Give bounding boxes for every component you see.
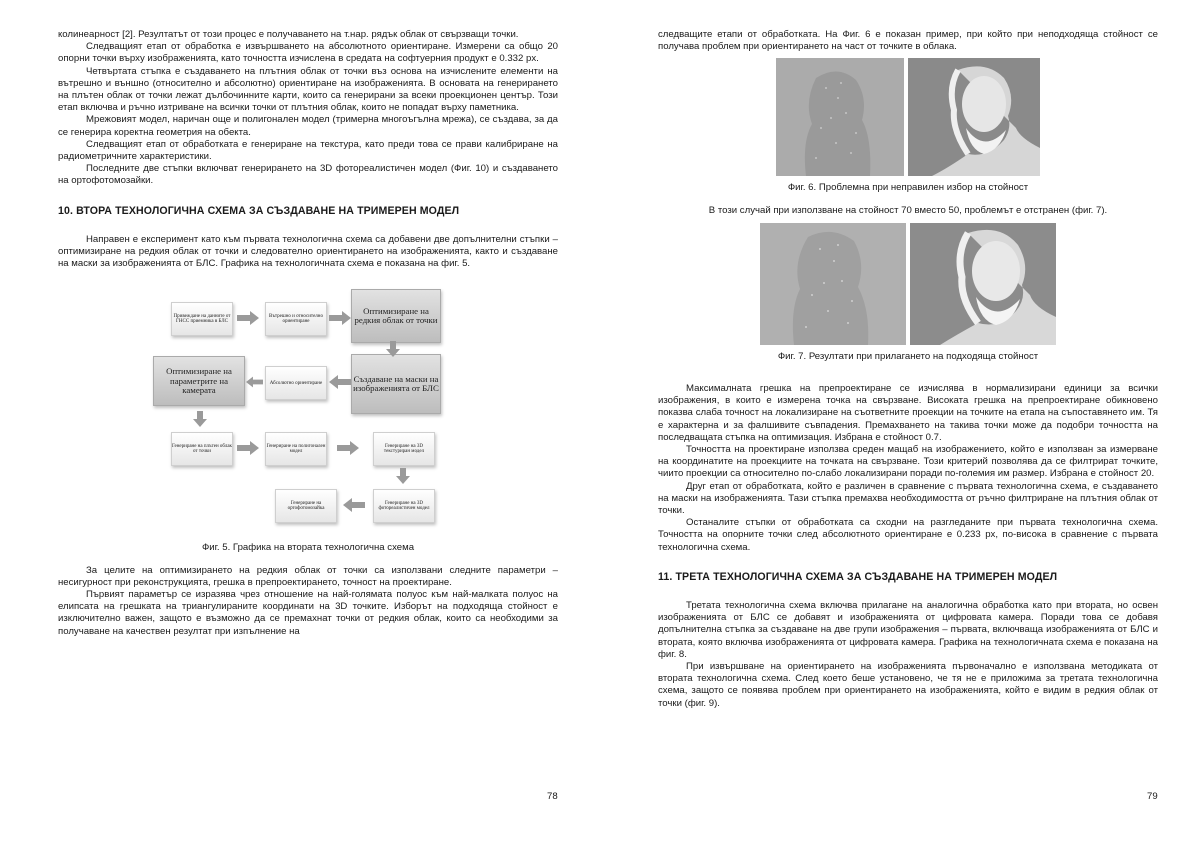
flow-box-relative-orientation: Вътрешно и относително ориентиране (265, 302, 327, 336)
arrow-right-icon (237, 441, 259, 455)
paragraph: Друг етап от обработката, който е различен в сравнение с първата технологична схема, е създаването на маски на изображенията. Тази стъпка премахва необходимостта от ръчно филтриране на плътния облак от точки. (658, 480, 1158, 517)
flow-box-orthophoto: Генериране на ортофотомозайка (275, 489, 337, 523)
arrow-left-icon (343, 498, 365, 512)
arrow-left-icon (329, 375, 351, 389)
flow-box-photorealistic: Генериране на 3D фотореалистичен модел (373, 489, 435, 523)
flow-box-dense-cloud: Генериране на плътен облак от точки (171, 432, 233, 466)
figure-6-caption: Фиг. 6. Проблемна при неправилен избор на стойност (787, 182, 1029, 194)
left-column (58, 29, 558, 638)
arrow-right-icon (237, 311, 259, 325)
sparse-cloud-image (760, 223, 906, 345)
page-number: 78 (547, 791, 558, 802)
flowchart-figure-5 (153, 284, 463, 532)
right-column (658, 29, 1158, 710)
flow-box-optimize-sparse: Оптимизиране на редкия облак от точки (351, 289, 441, 343)
paragraph: Последните две стъпки включват генерирането на 3D фотореалистичен модел (Фиг. 10) и създаването на ортофотомозайки. (58, 163, 558, 187)
section-heading-11: 11. ТРЕТА ТЕХНОЛОГИЧНА СХЕМА ЗА СЪЗДАВАНЕ НА ТРИМЕРЕН МОДЕЛ (658, 570, 1058, 583)
arrow-right-icon (337, 441, 359, 455)
figure-7-caption: Фиг. 7. Резултати при прилагането на подходяща стойност (777, 350, 1039, 362)
arrow-left-icon (246, 375, 263, 389)
paragraph: В този случай при използване на стойност 70 вместо 50, проблемът е отстранен (фиг. 7). (708, 204, 1108, 216)
paragraph: Направен е експеримент като към първата технологична схема са добавени две допълнителни стъпки – оптимизиране на редкия облак от точки и следователно ориентирането на изображенията, както и създаване на маски за изображенията от БЛС. Графика на технологичната схема е показана на фиг. 5. (58, 233, 558, 270)
page-right (600, 0, 1200, 849)
paragraph: Следващият етап от обработка е извършването на абсолютното ориентиране. Измерени са общо 20 опорни точки върху изображенията, като точността изчислена в средата на софтуерния продукт е 0.332 px. (58, 41, 558, 65)
paragraph: следващите етапи от обработката. На Фиг. 6 е показан пример, при който при неподходяща стойност се получава проблем при ориентирането на част от точките в облака. (658, 29, 1158, 53)
paragraph: Максималната грешка на препроектиране се изчислява в нормализирани единици за всички изображения, в които е измерена точка на свързване. Високата грешка на препроектиране обикновено показва слаба точност на локализиране на съответните проекции на точките на етапа на съпоставянето им. Тя е характерна и за фалшивите съвпадения. Премахването на такива точки може да подобри точността на последващата стъпка на оптимизация. Избрана е стойност 0.7. (658, 383, 1158, 443)
flow-box-optimize-camera: Оптимизиране на параметрите на камерата (153, 356, 245, 406)
flow-box-gnss: Привеждане на данните от ГНСС приемника в БЛС (171, 302, 233, 336)
figure-5-caption: Фиг. 5. Графика на втората технологична схема (201, 542, 415, 554)
page-number: 79 (1147, 791, 1158, 802)
sparse-cloud-image (776, 58, 904, 176)
section-heading-10: 10. ВТОРА ТЕХНОЛОГИЧНА СХЕМА ЗА СЪЗДАВАНЕ НА ТРИМЕРЕН МОДЕЛ (58, 204, 460, 217)
flow-box-absolute-orientation: Абсолютно ориентиране (265, 366, 327, 400)
paragraph: Третата технологична схема включва прилагане на аналогична обработка като при втората, но освен изображенията от БЛС се добавят и изображенията от цифровата камера. Поради това се добавя допълнителна стъпка за създаване на две групи изображения – първата, включваща изображенията от БЛС и втората, която включва изображенията от цифровата камера. Графика на технологичната схема е показана на фиг. 8. (658, 600, 1158, 660)
arrow-right-icon (329, 311, 351, 325)
arrow-down-icon (396, 468, 410, 484)
paragraph: Останалите стъпки от обработката са сходни на разгледаните при първата технологична схема. Точността на опорните точки след абсолютното ориентиране е 0.233 px, по-висока в сравнение с първата технологична схема. (658, 517, 1158, 553)
figure-6-images (658, 58, 1158, 176)
dense-model-image (910, 223, 1056, 345)
paragraph: Точността на проектиране използва среден мащаб на изображението, който е използван за измерване на координатите на проекциите на точката на свързване. Този критерий позволява да се филтрират точките, чиито проекции са относително по-слабо локализирани поради по-големия им размер. Избрана е стойност 20. (658, 444, 1158, 480)
figure-7-images (658, 223, 1158, 345)
paragraph: Следващият етап от обработката е генериране на текстура, като преди това се прави калибриране на радиометричните характеристики. (58, 138, 558, 163)
paragraph: Четвъртата стъпка е създаването на плътния облак от точки въз основа на изчислените елементи на вътрешно и външно (относително и абсолютно) ориентиране на изображенията. В основата на генерирането на плътен облак от точки лежат дълбочинните карти, които са генерирани за всеки проекционен център. Този етап включва и ръчно изтриване на всички точки от плътния облак, които не попадат върху паметника. (58, 65, 558, 114)
dense-model-image (908, 58, 1040, 176)
flow-box-masks: Създаване на маски на изображенията от БЛС (351, 354, 441, 414)
arrow-down-icon (386, 341, 400, 357)
paragraph: При извършване на ориентирането на изображенията първоначално е използвана методиката от втората технологична схема. След което беше установено, че тя не е приложима за третата технологична схема, защото се появява проблем при ориентирането на изображенията, който е видим в редкия облак от точки (фиг. 9). (658, 661, 1158, 709)
paragraph: Първият параметър се изразява чрез отношение на най-голямата полуос към най-малката полуос на елипсата на грешката на триангулираните координати на 3D точките. Изборът на подходяща стойност е изключително важен, защото е възможно да се премахнат точки от редкия облак, които са необходими за получаване на качествен резултат при изпълнение на (58, 589, 558, 637)
arrow-down-icon (193, 410, 207, 428)
paragraph: Мрежовият модел, наричан още и полигонален модел (тримерна многоъгълна мрежа), се създава, за да се генерира коректна геометрия на обекта. (58, 114, 558, 138)
paragraph: колинеарност [2]. Резултатът от този процес е получаването на т.нар. рядък облак от свързващи точки. (58, 29, 519, 40)
flow-box-textured-model: Генериране на 3D текстуриран модел (373, 432, 435, 466)
flow-box-mesh: Генериране на полигонален модел (265, 432, 327, 466)
paragraph: За целите на оптимизирането на редкия облак от точки са използвани следните параметри – несигурност при реконструкцията, грешка в препроектирането, точност на проектиране. (58, 564, 558, 588)
